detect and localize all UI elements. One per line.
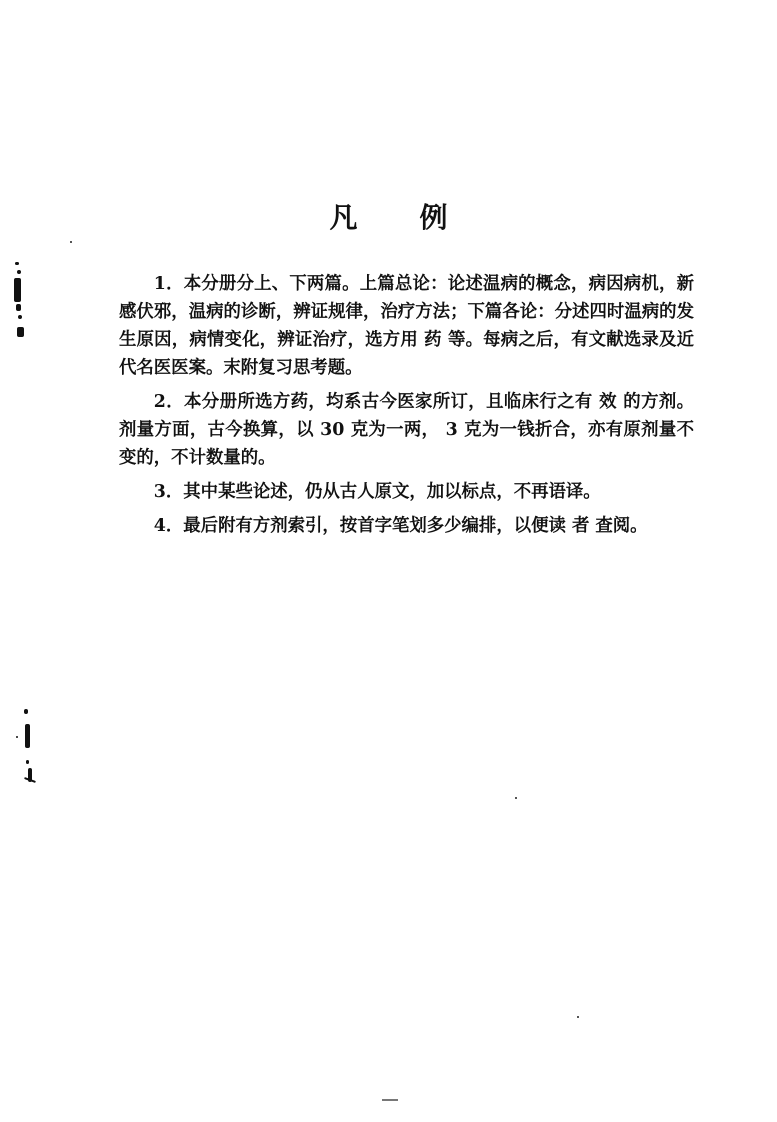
paragraph-3: 3．其中某些论述，仍从古人原文，加以标点，不再语译。 [153, 482, 601, 502]
title-char-2: 例 [419, 201, 448, 234]
page-number-mark [382, 1099, 398, 1101]
paragraph-4: 4．最后附有方剂索引，按首字笔划多少编排，以便读 者 查阅。 [153, 516, 648, 536]
paragraph-2: 2．本分册所选方药，均系古今医家所订，且临床行之有 效 的方剂。剂量方面，古今换算，以 30 克为一两， 3 克为一钱折合，亦有原剂量不变的，不计数量的。 [119, 392, 694, 468]
scan-speck [70, 241, 72, 243]
title-char-1: 凡 [329, 201, 358, 234]
scan-speck [577, 1016, 579, 1018]
scan-speck [515, 797, 517, 799]
page-title [0, 196, 777, 236]
paragraph-1: 1．本分册分上、下两篇。上篇总论：论述温病的概念，病因病机，新感伏邪，温病的诊断，辨证规律，治疗方法；下篇各论：分述四时温病的发生原因，病情变化，辨证治疗，选方用 药 等。每病之后，有文献选录及近代名医医案。末附复习思考题。 [119, 274, 694, 378]
page-body [119, 270, 694, 546]
